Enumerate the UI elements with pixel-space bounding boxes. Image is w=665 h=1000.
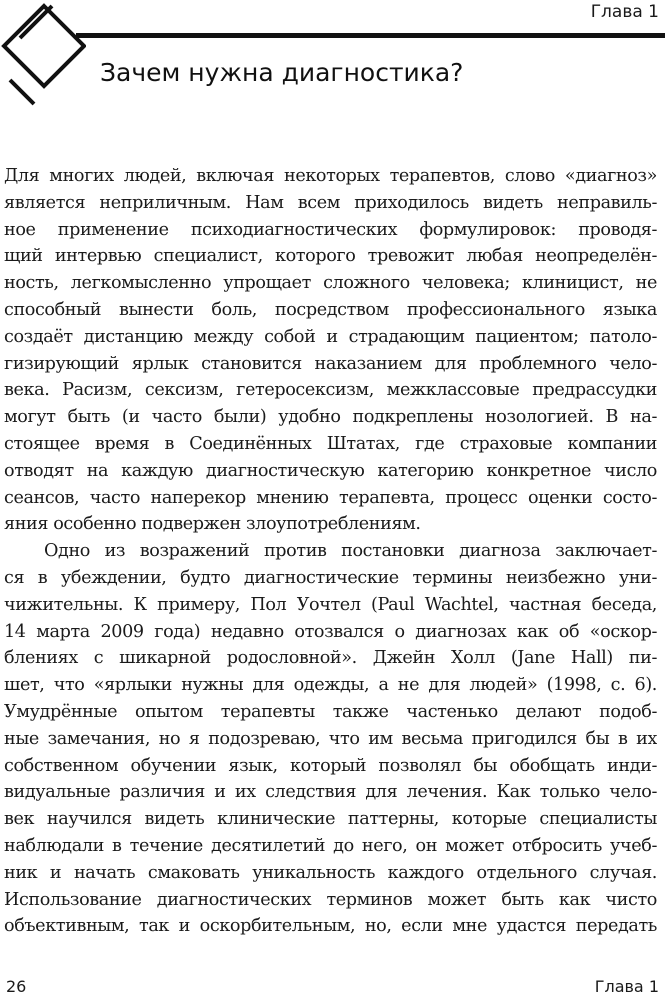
- text-line: ник и начать смаковать уникальность каждого отдельного случая.: [4, 862, 657, 883]
- text-line: шет, что «ярлыки нужны для одежды, а не для людей» (1998, с. 6).: [4, 675, 657, 696]
- text-line: Одно из возражений против постановки диагноза заключает-: [44, 541, 657, 562]
- text-line: ные замечания, но я подозреваю, что им весьма пригодился бы в их: [4, 728, 657, 749]
- text-line: ность, легкомысленно упрощает сложного человека; клиницист, не: [4, 273, 657, 294]
- text-line: блениях с шикарной родословной». Джейн Холл (Jane Hall) пи-: [4, 648, 657, 669]
- section-title: Зачем нужна диагностика?: [100, 58, 464, 87]
- paragraph: [4, 538, 657, 940]
- text-line: Для многих людей, включая некоторых терапевтов, слово «диагноз»: [4, 166, 657, 186]
- header-rule: [76, 33, 665, 38]
- body-text: [4, 163, 657, 940]
- text-line: ное применение психодиагностических формулировок: проводя-: [4, 219, 657, 240]
- text-line: чижительны. К примеру, Пол Уочтел (Paul Wachtel, частная беседа,: [4, 594, 657, 615]
- text-line: объективным, так и оскорбительным, но, если мне удастся передать: [4, 916, 657, 937]
- text-line: щий интервью специалист, которого тревожит любая неопределён-: [4, 246, 657, 267]
- text-line: отводят на каждую диагностическую категорию конкретное число: [4, 460, 657, 481]
- text-line: способный вынести боль, посредством профессионального языка: [4, 299, 657, 320]
- text-line: стоящее время в Соединённых Штатах, где страховые компании: [4, 433, 657, 454]
- running-footer-chapter: Глава 1: [594, 977, 659, 996]
- text-line: яния особенно подвержен злоупотреблениям.: [4, 514, 421, 535]
- text-line: является неприличным. Нам всем приходилось видеть неправиль-: [4, 192, 657, 213]
- text-line: видуальные различия и их следствия для лечения. Как только чело-: [4, 782, 657, 803]
- text-line: Использование диагностических терминов может быть как чисто: [4, 889, 657, 910]
- text-line: могут быть (и часто были) удобно подкреплены нозологией. В на-: [4, 407, 657, 428]
- text-line: Умудрённые опытом терапевты также частенько делают подоб-: [4, 701, 657, 722]
- text-line: собственном обучении язык, который позволял бы обобщать инди-: [4, 755, 657, 776]
- text-line: век научился видеть клинические паттерны, которые специалисты: [4, 809, 657, 830]
- running-header-chapter: Глава 1: [590, 2, 659, 22]
- text-line: 14 марта 2009 года) недавно отозвался о диагнозах как об «оскор-: [4, 621, 657, 642]
- page-number: 26: [6, 977, 27, 996]
- text-line: гизирующий ярлык становится наказанием для проблемного чело-: [4, 353, 657, 374]
- chapter-emblem-icon: [0, 0, 86, 110]
- text-line: ся в убеждении, будто диагностические термины неизбежно уни-: [4, 567, 657, 588]
- paragraph: [4, 163, 657, 538]
- text-line: сеансов, часто наперекор мнению терапевта, процесс оценки состо-: [4, 487, 657, 508]
- text-line: создаёт дистанцию между собой и страдающим пациентом; патоло-: [4, 326, 657, 347]
- text-line: наблюдали в течение десятилетий до него, он может отбросить учеб-: [4, 835, 657, 856]
- text-line: века. Расизм, сексизм, гетеросексизм, межклассовые предрассудки: [4, 380, 657, 401]
